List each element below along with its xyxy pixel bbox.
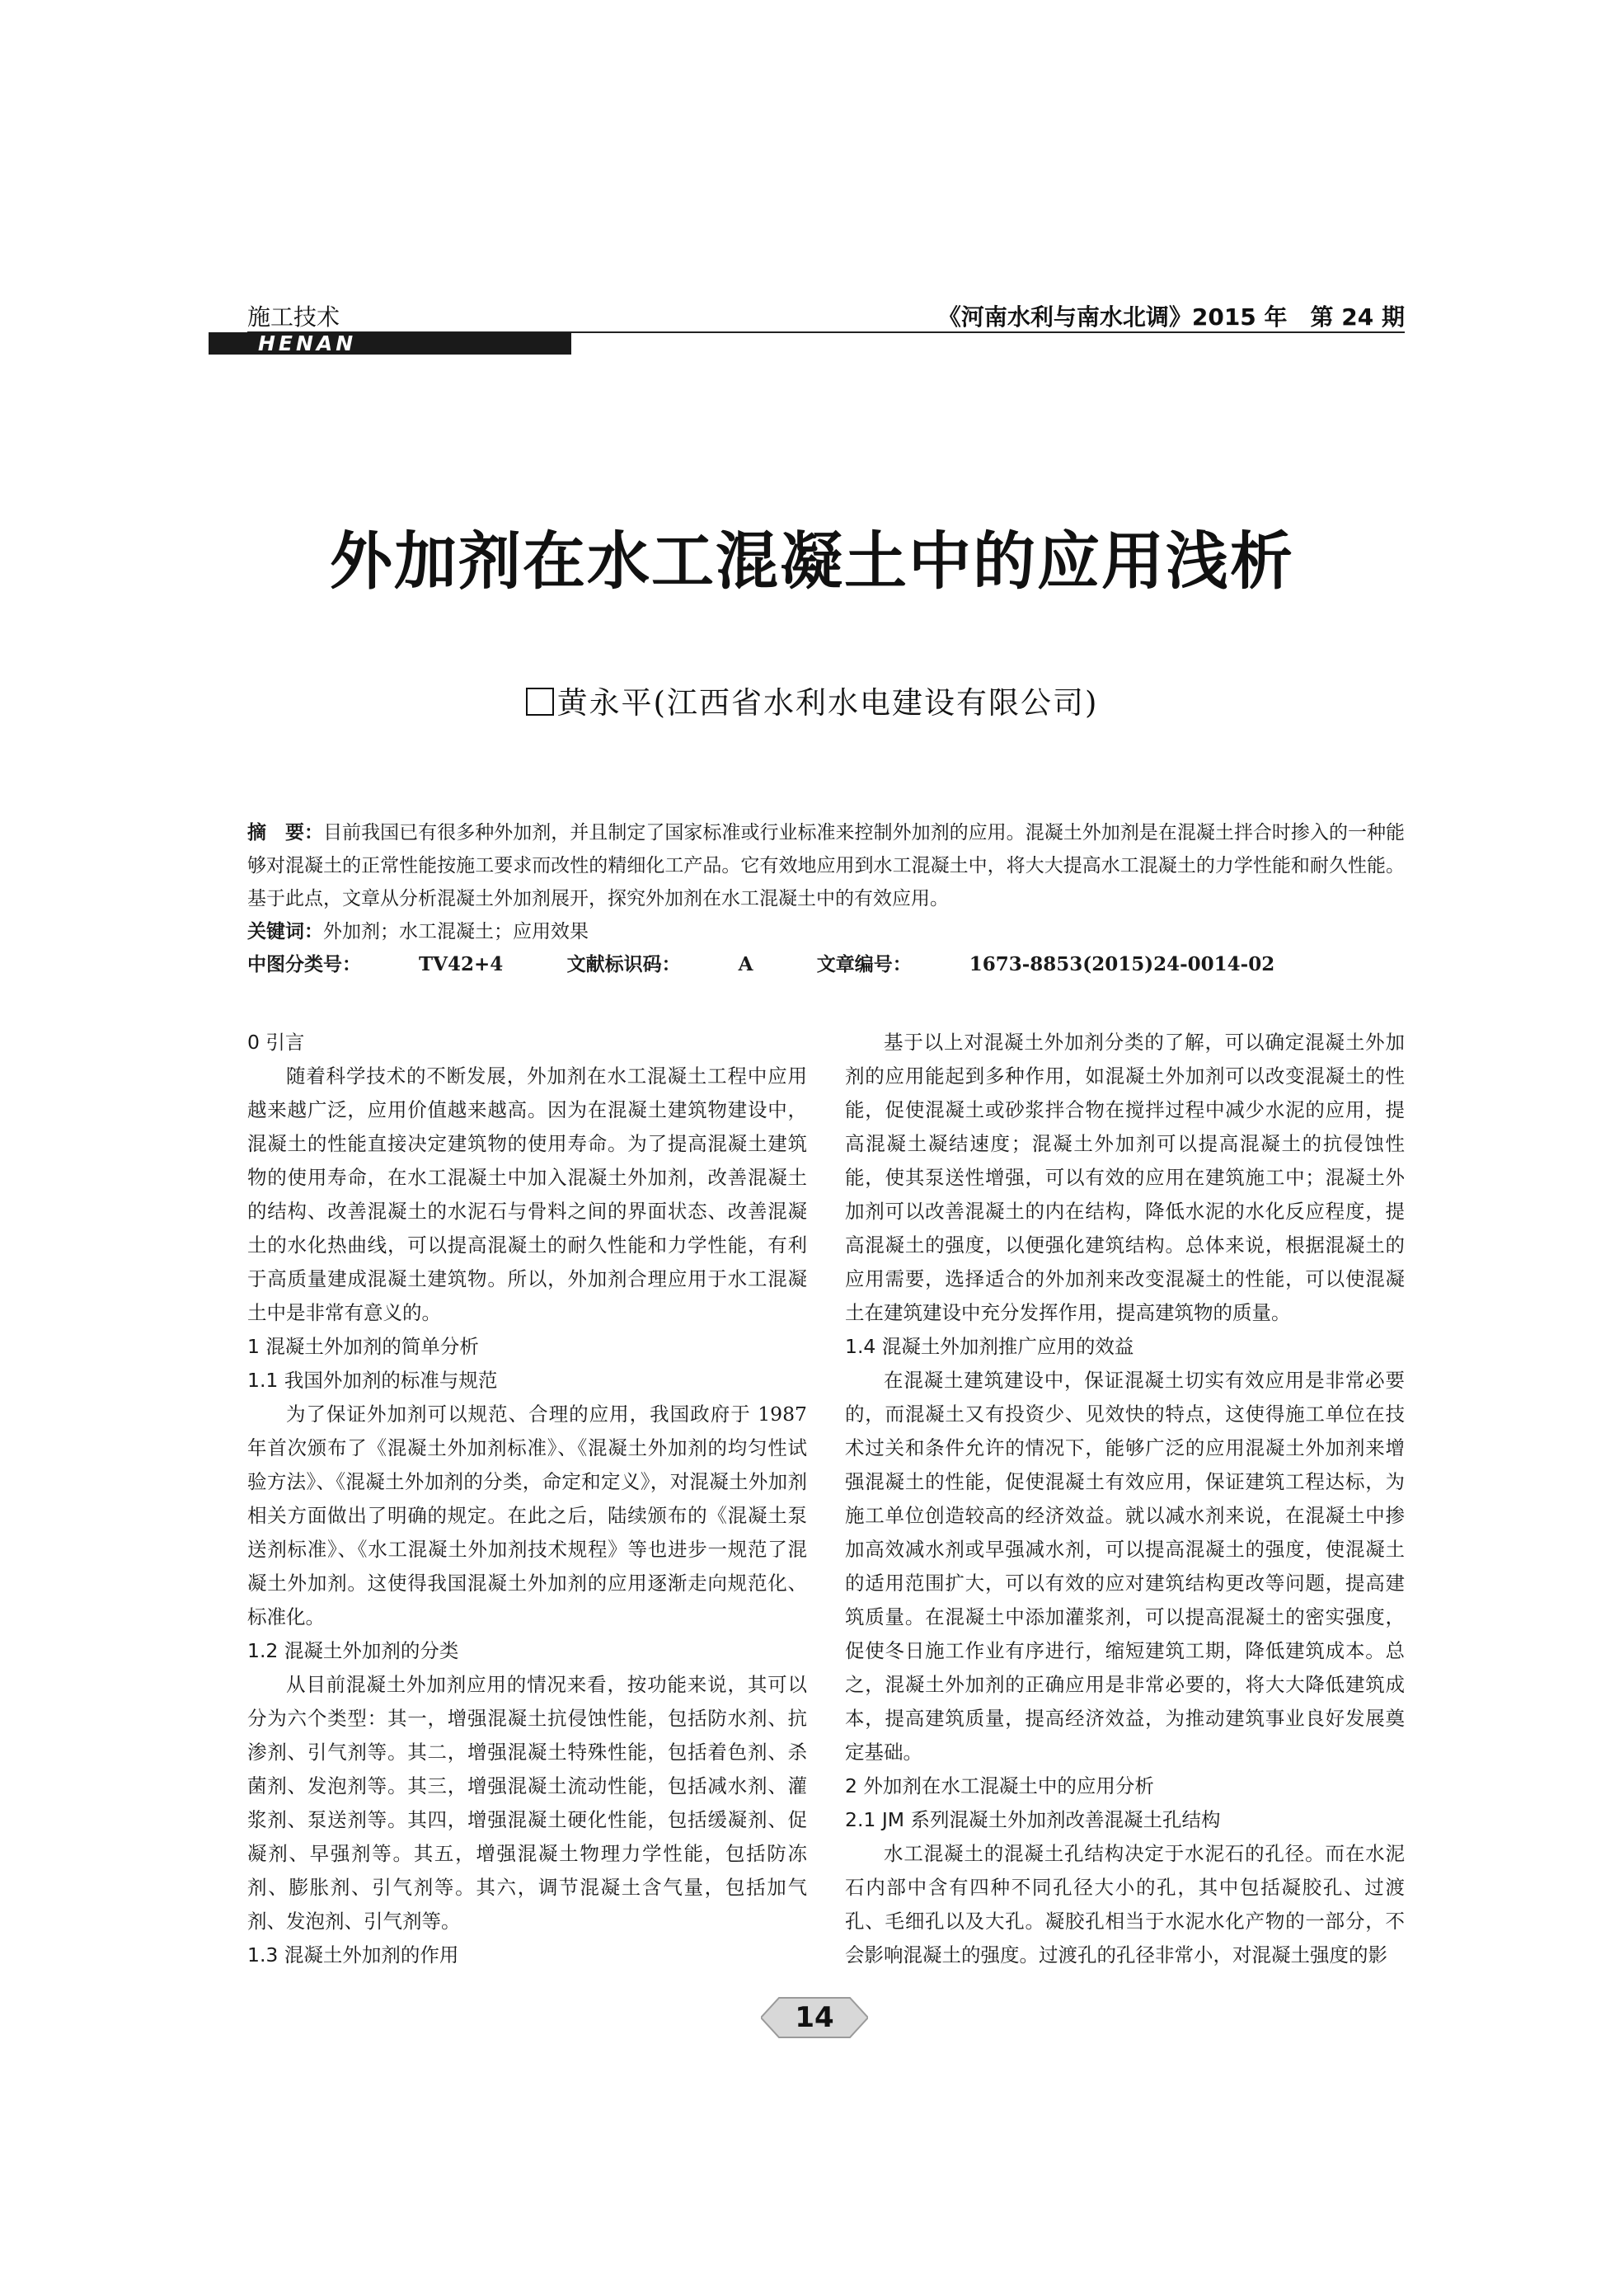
abstract-text: 目前我国已有很多种外加剂，并且制定了国家标准或行业标准来控制外加剂的应用。混凝土外加剂是在混凝土拌合时掺入的一种能够对混凝土的正常性能按施工要求而改性的精细化工产品。它有效地应用到水工混凝土中，将大大提高水工混凝土的力学性能和耐久性能。基于此点，文章从分析混凝土外加剂展开，探究外加剂在水工混凝土中的有效应用。 [247,822,1406,909]
abstract-label: 摘 要： [247,822,324,843]
section-heading: 0 引言 [247,1031,305,1054]
abstract-block [247,816,1405,981]
doc-code-value: A [738,953,753,975]
article-no: 文章编号： 1673-8853(2015)24-0014-02 [816,953,1275,975]
square-icon [526,688,554,716]
classification-line [247,948,1405,981]
article-no-value: 1673-8853(2015)24-0014-02 [969,953,1275,975]
keywords [247,915,1405,948]
subsection-heading: 1.4 混凝土外加剂推广应用的效益 [845,1335,1134,1358]
subsection-heading: 1.1 我国外加剂的标准与规范 [247,1369,498,1392]
section-label: 施工技术 [247,303,340,331]
subsection-heading: 2.1 JM 系列混凝土外加剂改善混凝土孔结构 [845,1808,1221,1831]
paragraph: 水工混凝土的混凝土孔结构决定于水泥石的孔径。而在水泥石内部中含有四种不同孔径大小的孔，其中包括凝胶孔、过渡孔、毛细孔以及大孔。凝胶孔相当于水泥水化产物的一部分，不会影响混凝土的强度。过渡孔的孔径非常小，对混凝土强度的影 [845,1842,1405,1966]
clc: 中图分类号： TV42+4 [247,953,504,975]
section-heading: 1 混凝土外加剂的简单分析 [247,1335,479,1358]
doc-code: 文献标识码： A [566,953,753,975]
keywords-label: 关键词： [247,921,323,942]
author-name: 黄永平(江西省水利水电建设有限公司) [556,685,1099,721]
keywords-text: 外加剂；水工混凝土；应用效果 [323,921,589,942]
paragraph: 随着科学技术的不断发展，外加剂在水工混凝土工程中应用越来越广泛，应用价值越来越高。因为在混凝土建筑物建设中，混凝土的性能直接决定建筑物的使用寿命。为了提高混凝土建筑物的使用寿命，在水工混凝土中加入混凝土外加剂，改善混凝土的结构、改善混凝土的水泥石与骨料之间的界面状态、改善混凝土的水化热曲线，可以提高混凝土的耐久性能和力学性能，有利于高质量建成混凝土建筑物。所以，外加剂合理应用于水工混凝土中是非常有意义的。 [247,1064,807,1324]
paragraph: 为了保证外加剂可以规范、合理的应用，我国政府于 1987 年首次颁布了《混凝土外加剂标准》、《混凝土外加剂的均匀性试验方法》、《混凝土外加剂的分类，命定和定义》，对混凝土外加剂相关方面做出了明确的规定。在此之后，陆续颁布的《混凝土泵送剂标准》、《水工混凝土外加剂技术规程》等也进步一规范了混凝土外加剂。这使得我国混凝土外加剂的应用逐渐走向规范化、标准化。 [247,1403,807,1628]
henan-banner [209,332,571,355]
subsection-heading: 1.3 混凝土外加剂的作用 [247,1943,459,1966]
author-line [0,678,1624,722]
left-column [247,1026,807,1972]
section-heading: 2 外加剂在水工混凝土中的应用分析 [845,1774,1154,1797]
henan-banner-text: HENAN [258,331,357,355]
paragraph: 从目前混凝土外加剂应用的情况来看，按功能来说，其可以分为六个类型：其一，增强混凝土抗侵蚀性能，包括防水剂、抗渗剂、引气剂等。其二，增强混凝土特殊性能，包括着色剂、杀菌剂、发泡剂等。其三，增强混凝土流动性能，包括减水剂、灌浆剂、泵送剂等。其四，增强混凝土硬化性能，包括缓凝剂、促凝剂、早强剂等。其五，增强混凝土物理力学性能，包括防冻剂、膨胀剂、引气剂等。其六，调节混凝土含气量，包括加气剂、发泡剂、引气剂等。 [247,1673,807,1933]
subsection-heading: 1.2 混凝土外加剂的分类 [247,1639,459,1662]
article-title: 外加剂在水工混凝土中的应用浅析 [330,524,1294,598]
page-number-badge [761,1995,868,2041]
paragraph: 基于以上对混凝土外加剂分类的了解，可以确定混凝土外加剂的应用能起到多种作用，如混凝土外加剂可以改变混凝土的性能，促使混凝土或砂浆拌合物在搅拌过程中减少水泥的应用，提高混凝土凝结速度；混凝土外加剂可以提高混凝土的抗侵蚀性能，使其泵送性增强，可以有效的应用在建筑施工中；混凝土外加剂可以改善混凝土的内在结构，降低水泥的水化反应程度，提高混凝土的强度，以便强化建筑结构。总体来说，根据混凝土的应用需要，选择适合的外加剂来改变混凝土的性能，可以使混凝土在建筑建设中充分发挥作用，提高建筑物的质量。 [845,1031,1405,1324]
abstract [247,816,1405,915]
journal-issue: 《河南水利与南水北调》2015 年 第 24 期 [937,303,1405,331]
right-column [845,1026,1405,1972]
paragraph: 在混凝土建筑建设中，保证混凝土切实有效应用是非常必要的，而混凝土又有投资少、见效快的特点，这使得施工单位在技术过关和条件允许的情况下，能够广泛的应用混凝土外加剂来增强混凝土的性能，促使混凝土有效应用，保证建筑工程达标，为施工单位创造较高的经济效益。就以减水剂来说，在混凝土中掺加高效减水剂或早强减水剂，可以提高混凝土的强度，使混凝土的适用范围扩大，可以有效的应对建筑结构更改等问题，提高建筑质量。在混凝土中添加灌浆剂，可以提高混凝土的密实强度，促使冬日施工作业有序进行，缩短建筑工期，降低建筑成本。总之，混凝土外加剂的正确应用是非常必要的，将大大降低建筑成本，提高建筑质量，提高经济效益，为推动建筑事业良好发展奠定基础。 [845,1369,1405,1764]
clc-value: TV42+4 [419,953,504,975]
page-number: 14 [795,2001,834,2034]
